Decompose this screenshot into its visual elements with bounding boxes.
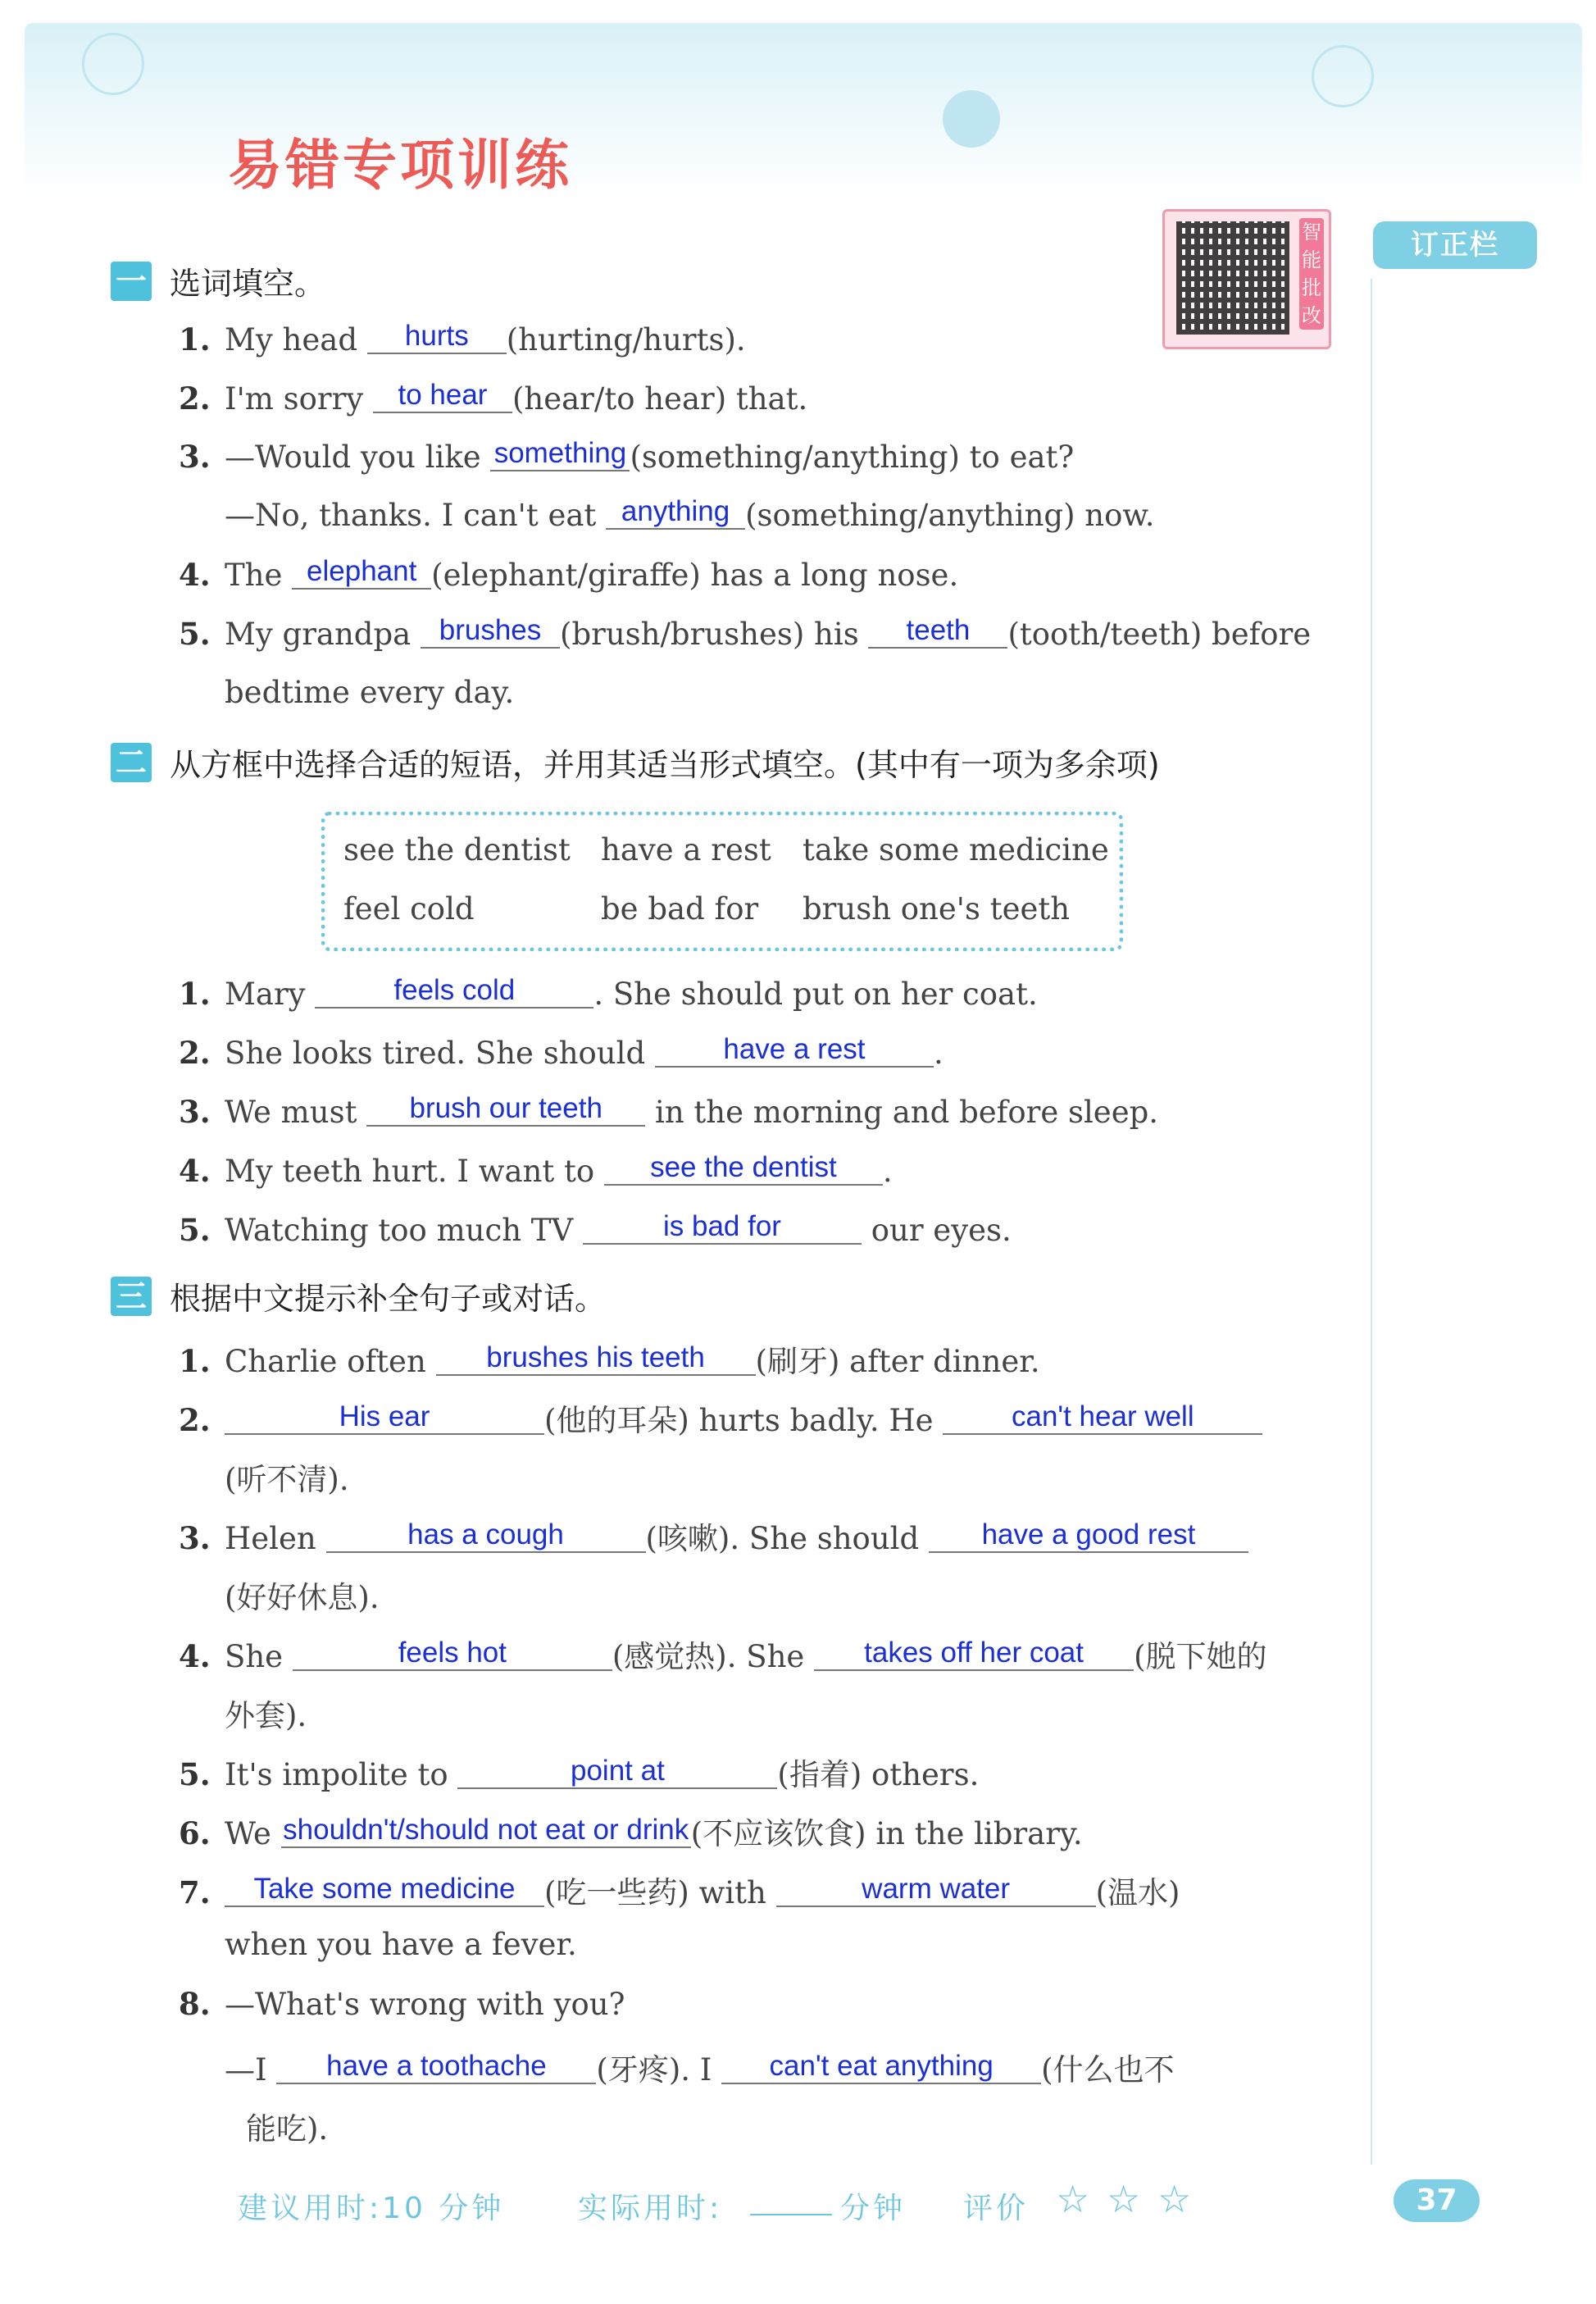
question-text: (牙疼). I [596, 2052, 712, 2088]
question-row [225, 2045, 1175, 2089]
answer-blank[interactable]: feels cold [315, 974, 593, 1009]
question-text: 外套). [225, 1698, 307, 1733]
question-number: 5. [179, 1212, 211, 1248]
question-row [179, 380, 807, 418]
answer-blank[interactable]: hurts [367, 320, 507, 354]
question-text: Watching too much TV [225, 1213, 574, 1248]
question-text: 能吃). [246, 2111, 329, 2147]
question-text: (刷牙) after dinner. [755, 1344, 1040, 1379]
qr-card[interactable] [1162, 209, 1331, 349]
question-row [179, 439, 1074, 476]
question-number: 5. [179, 1756, 211, 1792]
actual-time-field[interactable] [750, 2214, 832, 2215]
question-text: —Would you like [225, 439, 481, 475]
question-text: The [225, 558, 283, 593]
star-icon[interactable]: ☆ [1157, 2177, 1192, 2221]
question-text: It's impolite to [225, 1757, 448, 1792]
question-number: 4. [179, 1638, 211, 1674]
corrections-divider [1371, 279, 1372, 2165]
question-text: (听不清). [225, 1462, 349, 1497]
rating-label: 评价 [963, 2192, 1030, 2225]
question-number: 5. [179, 616, 211, 652]
question-text: when you have a fever. [225, 1927, 577, 1962]
section-title: 根据中文提示补全句子或对话。 [170, 1281, 607, 1317]
question-text: (something/anything) now. [745, 498, 1155, 533]
answer-blank[interactable]: shouldn't/should not eat or drink [281, 1814, 691, 1848]
question-number: 3. [179, 1094, 211, 1130]
actual-time-unit: 分钟 [840, 2192, 907, 2225]
question-text: (hear/to hear) that. [512, 381, 808, 417]
question-row [225, 1455, 349, 1499]
answer-blank[interactable]: His ear [225, 1400, 544, 1435]
phrase-option: be bad for [601, 891, 759, 927]
answer-blank[interactable]: brushes his teeth [436, 1341, 756, 1376]
question-row [225, 675, 514, 710]
question-number: 4. [179, 1153, 211, 1189]
answer-blank[interactable]: something [490, 437, 630, 471]
answer-blank[interactable]: has a cough [326, 1519, 646, 1553]
question-row [225, 1927, 577, 1962]
question-number: 1. [179, 1343, 211, 1379]
page-number: 37 [1394, 2179, 1480, 2222]
section-3-heading [111, 1273, 606, 1318]
question-text: Mary [225, 977, 306, 1012]
question-number: 2. [179, 380, 211, 417]
question-number: 2. [179, 1402, 211, 1438]
star-icon[interactable]: ☆ [1056, 2177, 1090, 2221]
suggested-time: 建议用时:10 分钟 [238, 2192, 505, 2225]
question-row [246, 2104, 328, 2148]
phrase-option: see the dentist [343, 832, 571, 867]
question-text: Charlie often [225, 1344, 426, 1379]
answer-blank[interactable]: have a toothache [276, 2050, 596, 2084]
answer-blank[interactable]: can't hear well [943, 1400, 1262, 1435]
answer-blank[interactable]: takes off her coat [814, 1637, 1134, 1671]
answer-blank[interactable]: brushes [421, 614, 560, 649]
phrase-option: brush one's teeth [803, 891, 1071, 927]
decor-bubble [943, 90, 1000, 148]
answer-blank[interactable]: is bad for [583, 1210, 862, 1245]
question-row [179, 1514, 1248, 1558]
question-number: 1. [179, 976, 211, 1012]
question-text: (脱下她的 [1134, 1639, 1267, 1674]
section-title: 选词填空。 [170, 266, 326, 302]
question-number: 4. [179, 557, 211, 593]
question-row [179, 495, 1155, 535]
question-number: 7. [179, 1874, 211, 1910]
question-number: 2. [179, 1035, 211, 1071]
question-number: 3. [179, 439, 211, 475]
answer-blank[interactable]: teeth [868, 614, 1007, 649]
page-title: 易错专项训练 [228, 134, 572, 197]
section-number: 二 [111, 743, 152, 782]
question-number: 8. [179, 1986, 211, 2022]
answer-blank[interactable]: can't eat anything [721, 2050, 1041, 2084]
answer-blank[interactable]: Take some medicine [225, 1873, 544, 1907]
question-text: She [225, 1639, 284, 1674]
question-text: (咳嗽). She should [645, 1521, 920, 1556]
star-icon[interactable]: ☆ [1107, 2177, 1141, 2221]
phrase-box [321, 812, 1123, 951]
question-text: (something/anything) to eat? [630, 439, 1075, 475]
section-number: 一 [111, 262, 152, 301]
answer-blank[interactable]: point at [457, 1755, 777, 1789]
question-text: We must [225, 1095, 357, 1130]
question-number: 6. [179, 1815, 211, 1851]
question-text: (什么也不 [1041, 2052, 1175, 2088]
answer-blank[interactable]: elephant [292, 555, 431, 590]
question-text: (他的耳朵) hurts badly. He [544, 1403, 934, 1438]
answer-blank[interactable]: feels hot [293, 1637, 612, 1671]
question-text: (hurting/hurts). [506, 322, 746, 357]
question-text: (感觉热). She [612, 1639, 805, 1674]
question-text: —I [225, 2052, 267, 2088]
question-text: —No, thanks. I can't eat [225, 498, 597, 533]
question-row [225, 1691, 307, 1735]
question-text: (指着) others. [777, 1757, 980, 1792]
qr-code-icon[interactable] [1176, 221, 1289, 335]
section-number: 三 [111, 1277, 152, 1316]
section-2-heading [111, 740, 1160, 785]
question-text: Helen [225, 1521, 316, 1556]
question-text: My grandpa [225, 617, 412, 652]
answer-blank[interactable]: warm water [776, 1873, 1096, 1907]
qr-label: 智能批改 [1299, 218, 1324, 330]
actual-time-label: 实际用时: [578, 2192, 723, 2225]
question-row [179, 1986, 625, 2022]
question-text: (brush/brushes) his [560, 617, 859, 652]
question-row [179, 1632, 1267, 1676]
question-text: We [225, 1816, 271, 1851]
question-text: our eyes. [871, 1213, 1012, 1248]
question-row [179, 616, 1311, 653]
question-text: (elephant/giraffe) has a long nose. [431, 558, 959, 593]
corrections-tab: 订正栏 [1373, 221, 1537, 269]
question-row [179, 976, 1038, 1013]
question-text: (温水) [1095, 1875, 1180, 1910]
question-text: in the morning and before sleep. [654, 1095, 1159, 1130]
answer-blank[interactable]: brush our teeth [366, 1092, 645, 1127]
section-1-heading [111, 258, 325, 303]
question-row [179, 1336, 1040, 1381]
answer-blank[interactable]: have a rest [655, 1033, 934, 1068]
question-row [179, 1035, 944, 1072]
question-number: 3. [179, 1520, 211, 1556]
question-text: My teeth hurt. I want to [225, 1154, 595, 1189]
question-row [179, 1809, 1083, 1853]
question-text: I'm sorry [225, 381, 364, 417]
question-text: My head [225, 322, 358, 357]
question-text: (好好休息). [225, 1580, 380, 1615]
question-row [179, 1396, 1262, 1440]
question-text: —What's wrong with you? [225, 1987, 625, 2022]
phrase-option: have a rest [601, 832, 771, 867]
question-text: (吃一些药) with [544, 1875, 766, 1910]
question-row [179, 1868, 1180, 1912]
answer-blank[interactable]: to hear [373, 379, 512, 413]
answer-blank[interactable]: anything [606, 495, 745, 530]
answer-blank[interactable]: have a good rest [929, 1519, 1248, 1553]
section-title: 从方框中选择合适的短语，并用其适当形式填空。(其中有一项为多余项) [170, 747, 1160, 783]
question-text: (不应该饮食) in the library. [690, 1816, 1083, 1851]
question-text: . [882, 1154, 893, 1189]
question-text: (tooth/teeth) before [1007, 617, 1312, 652]
question-row [179, 1212, 1012, 1250]
decor-bubble [82, 33, 144, 95]
question-row [225, 1573, 380, 1617]
question-row [179, 321, 746, 359]
question-row [179, 1750, 979, 1794]
question-row [179, 1153, 893, 1191]
phrase-option: feel cold [343, 891, 475, 927]
question-row [179, 557, 958, 594]
answer-blank[interactable]: see the dentist [604, 1151, 883, 1186]
question-text: . [933, 1036, 944, 1071]
decor-bubble [1312, 45, 1374, 107]
question-text: She looks tired. She should [225, 1036, 646, 1071]
question-row [179, 1094, 1158, 1132]
question-text: bedtime every day. [225, 675, 515, 710]
phrase-option: take some medicine [803, 832, 1109, 867]
question-number: 1. [179, 321, 211, 357]
question-text: . She should put on her coat. [593, 977, 1038, 1012]
